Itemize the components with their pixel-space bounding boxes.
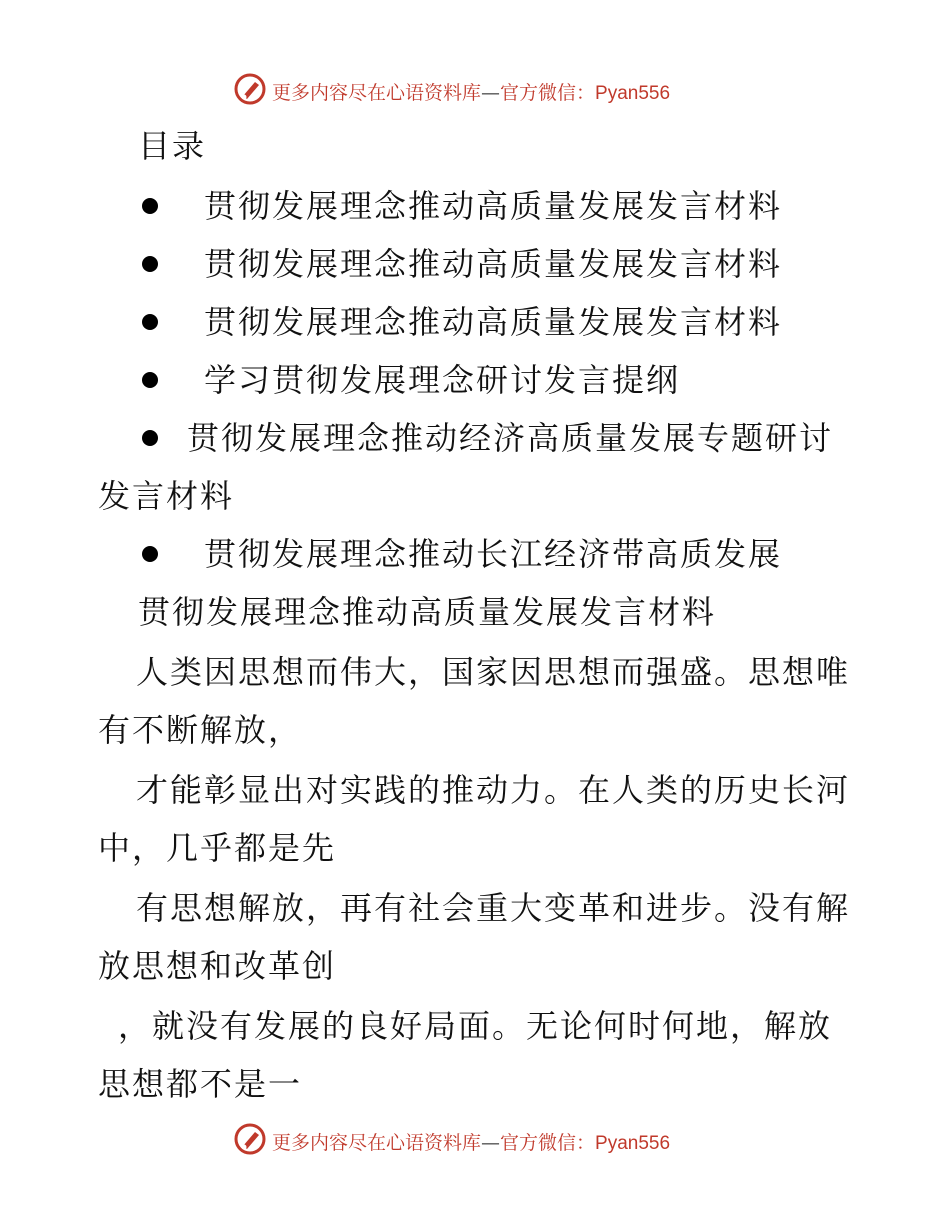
article-line: 人类因思想而伟大，国家因思想而强盛。思想唯 bbox=[136, 653, 851, 691]
toc-bullet-icon bbox=[142, 430, 158, 446]
toc-item-continuation: 发言材料 bbox=[98, 477, 235, 515]
article-line: 才能彰显出对实践的推动力。在人类的历史长河 bbox=[136, 771, 851, 809]
article-line: 放思想和改革创 bbox=[98, 947, 337, 985]
article-line: 思想都不是一 bbox=[98, 1065, 303, 1103]
article-line: ，就没有发展的良好局面。无论何时何地，解放 bbox=[118, 1007, 833, 1045]
banner-text: 更多内容尽在心语资料库—官方微信：Pyan556 bbox=[272, 1132, 671, 1154]
article-line: 中，几乎都是先 bbox=[98, 829, 337, 867]
toc-item: 贯彻发展理念推动高质量发展发言材料 bbox=[204, 187, 783, 225]
toc-bullet-icon bbox=[142, 256, 158, 272]
toc-bullet-icon bbox=[142, 372, 158, 388]
pen-logo-icon bbox=[233, 72, 267, 106]
banner-text: 更多内容尽在心语资料库—官方微信：Pyan556 bbox=[272, 82, 671, 104]
article-line: 有思想解放，再有社会重大变革和进步。没有解 bbox=[136, 889, 851, 927]
footer-watermark-banner bbox=[0, 1120, 950, 1160]
toc-bullet-icon bbox=[142, 546, 158, 562]
header-watermark-banner bbox=[0, 70, 950, 110]
toc-item: 贯彻发展理念推动高质量发展发言材料 bbox=[204, 303, 783, 341]
pen-logo-icon bbox=[233, 1122, 267, 1156]
toc-item: 贯彻发展理念推动高质量发展发言材料 bbox=[204, 245, 783, 283]
article-title: 贯彻发展理念推动高质量发展发言材料 bbox=[138, 593, 717, 631]
toc-bullet-icon bbox=[142, 198, 158, 214]
toc-bullet-icon bbox=[142, 314, 158, 330]
toc-item: 贯彻发展理念推动长江经济带高质发展 bbox=[204, 535, 783, 573]
toc-item: 学习贯彻发展理念研讨发言提纲 bbox=[204, 361, 681, 399]
toc-heading: 目录 bbox=[138, 127, 207, 165]
article-line: 有不断解放， bbox=[98, 711, 303, 749]
toc-item: 贯彻发展理念推动经济高质量发展专题研讨 bbox=[187, 419, 834, 457]
